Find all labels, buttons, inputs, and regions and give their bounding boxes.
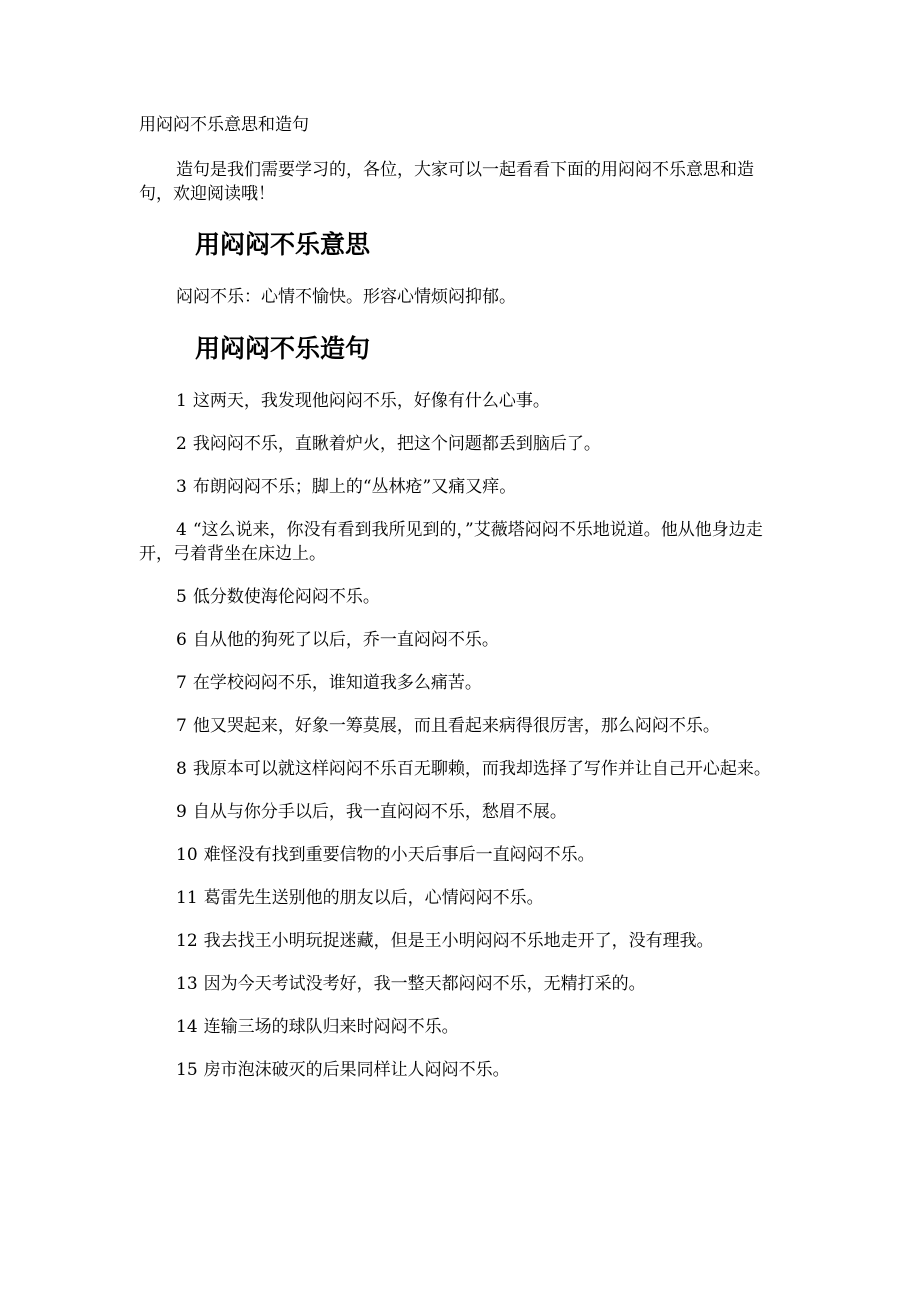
sentence-item [139, 518, 779, 566]
sentence-item [139, 886, 779, 910]
sentence-text: 我闷闷不乐，直瞅着炉火，把这个问题都丢到脑后了。 [192, 434, 601, 454]
sentence-number: 5 [176, 587, 187, 607]
sentence-text: 连输三场的球队归来时闷闷不乐。 [203, 1017, 459, 1037]
sentence-number: 6 [176, 630, 187, 650]
sentence-text: 因为今天考试没考好，我一整天都闷闷不乐，无精打采的。 [203, 974, 646, 994]
sentence-number: 11 [176, 888, 198, 908]
sentence-number: 8 [176, 759, 187, 779]
sentence-item [139, 972, 779, 996]
sentence-item [139, 929, 779, 953]
sentence-text: 自从与你分手以后，我一直闷闷不乐，愁眉不展。 [192, 802, 567, 822]
intro-paragraph: 造句是我们需要学习的，各位，大家可以一起看看下面的用闷闷不乐意思和造句，欢迎阅读哦！ [139, 160, 754, 204]
sentence-item [139, 1058, 779, 1082]
sentence-number: 7 [176, 673, 187, 693]
sentence-item [139, 475, 779, 499]
sentence-number: 15 [176, 1060, 198, 1080]
sentence-text: 在学校闷闷不乐，谁知道我多么痛苦。 [192, 673, 482, 693]
sentence-number: 2 [176, 434, 187, 454]
sentence-item [139, 1015, 779, 1039]
sentence-number: 12 [176, 931, 198, 951]
sentence-text: “这么说来，你没有看到我所见到的，”艾薇塔闷闷不乐地说道。他从他身边走开，弓着背坐在床边上。 [139, 520, 763, 564]
sentence-item [139, 757, 779, 781]
sentence-text: 布朗闷闷不乐；脚上的“丛林疮”又痛又痒。 [192, 477, 517, 497]
sentence-number: 3 [176, 477, 187, 497]
sentence-number: 13 [176, 974, 198, 994]
sentence-item [139, 432, 779, 456]
sentence-text: 自从他的狗死了以后，乔一直闷闷不乐。 [192, 630, 499, 650]
sentences-heading: 用闷闷不乐造句 [195, 334, 371, 363]
sentence-text: 我去找王小明玩捉迷藏，但是王小明闷闷不乐地走开了，没有理我。 [203, 931, 714, 951]
sentence-item [139, 843, 779, 867]
meaning-heading: 用闷闷不乐意思 [195, 230, 371, 259]
sentence-number: 10 [176, 845, 198, 865]
document-title: 用闷闷不乐意思和造句 [139, 115, 309, 135]
sentence-item [139, 389, 779, 413]
sentence-text: 葛雷先生送别他的朋友以后，心情闷闷不乐。 [203, 888, 544, 908]
sentence-text: 我原本可以就这样闷闷不乐百无聊赖，而我却选择了写作并让自己开心起来。 [192, 759, 771, 779]
sentence-number: 4 [176, 520, 187, 540]
sentence-item [139, 800, 779, 824]
sentence-number: 1 [176, 391, 187, 411]
sentence-text: 这两天，我发现他闷闷不乐，好像有什么心事。 [192, 391, 550, 411]
sentence-number: 14 [176, 1017, 198, 1037]
sentence-text: 低分数使海伦闷闷不乐。 [192, 587, 380, 607]
sentence-list [139, 389, 779, 1101]
sentence-number: 9 [176, 802, 187, 822]
sentence-item [139, 714, 779, 738]
sentence-item [139, 585, 779, 609]
sentence-text: 房市泡沫破灭的后果同样让人闷闷不乐。 [203, 1060, 510, 1080]
meaning-definition: 闷闷不乐：心情不愉快。形容心情烦闷抑郁。 [176, 287, 516, 307]
sentence-text: 他又哭起来，好象一筹莫展，而且看起来病得很厉害，那么闷闷不乐。 [192, 716, 720, 736]
sentence-text: 难怪没有找到重要信物的小天后事后一直闷闷不乐。 [203, 845, 595, 865]
sentence-item [139, 628, 779, 652]
sentence-item [139, 671, 779, 695]
sentence-number: 7 [176, 716, 187, 736]
